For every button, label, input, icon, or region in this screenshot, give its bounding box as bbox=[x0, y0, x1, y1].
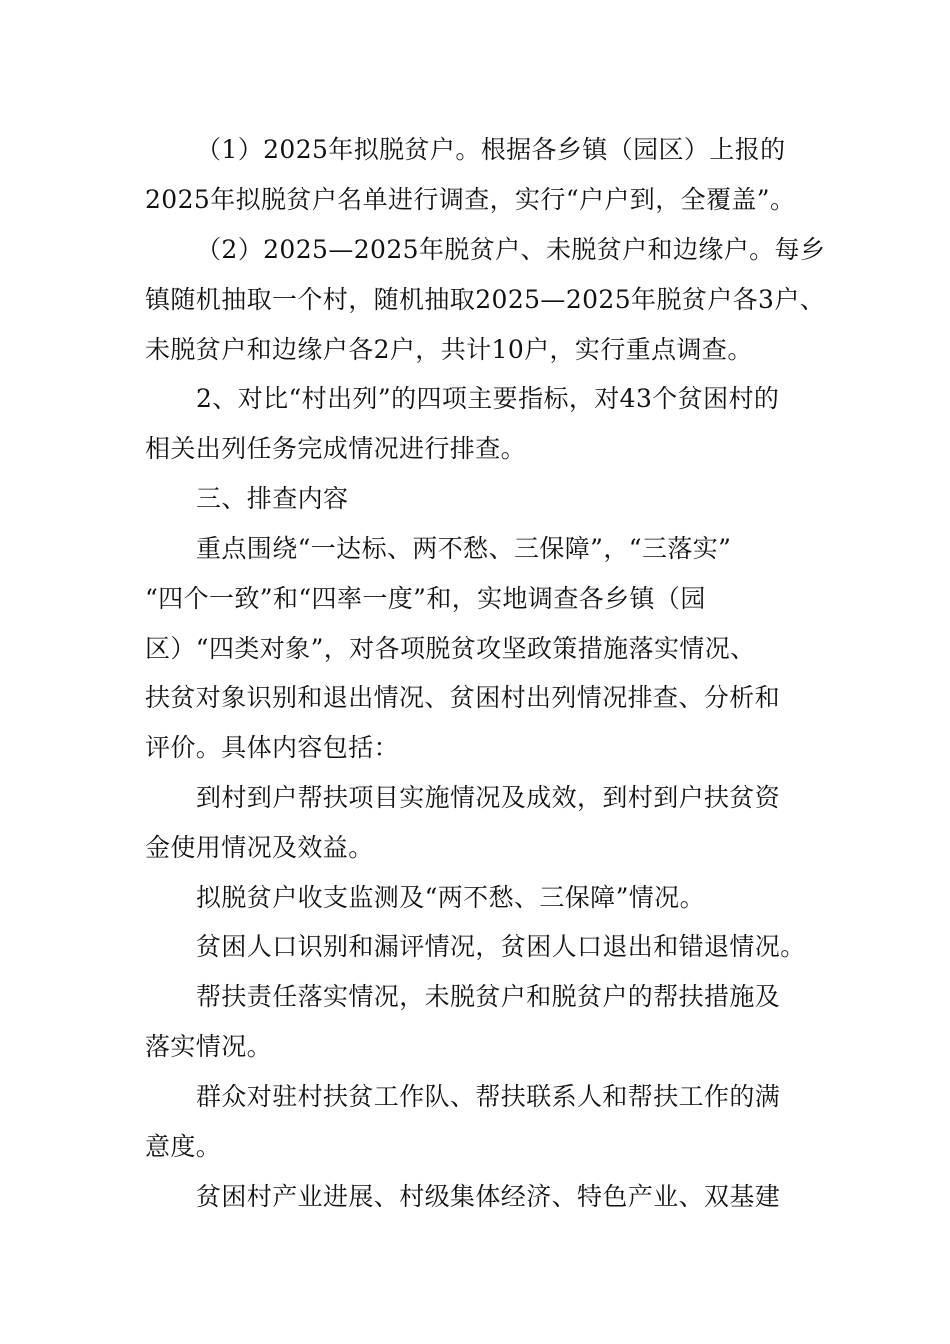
paragraph-line: 重点围绕“一达标、两不愁、三保障”，“三落实” bbox=[196, 534, 732, 563]
paragraph-line: 评价。具体内容包括： bbox=[145, 733, 400, 762]
paragraph-line: 2025年拟脱贫户名单进行调查，实行“户户到，全覆盖”。 bbox=[145, 185, 796, 214]
paragraph-line: 区）“四类对象”，对各项脱贫攻坚政策措施落实情况、 bbox=[145, 634, 756, 663]
paragraph-line: （1）2025年拟脱贫户。根据各乡镇（园区）上报的 bbox=[196, 135, 786, 164]
paragraph-line: 群众对驻村扶贫工作队、帮扶联系人和帮扶工作的满 bbox=[196, 1082, 781, 1111]
paragraph-line: 相关出列任务完成情况进行排查。 bbox=[145, 434, 527, 463]
paragraph-line: 意度。 bbox=[145, 1132, 222, 1161]
paragraph-line: 落实情况。 bbox=[145, 1032, 273, 1061]
paragraph-line: 未脱贫户和边缘户各2户，共计10户，实行重点调查。 bbox=[145, 335, 753, 364]
paragraph-line: 拟脱贫户收支监测及“两不愁、三保障”情况。 bbox=[196, 883, 705, 912]
paragraph-line: “四个一致”和“四率一度”和，实地调查各乡镇（园 bbox=[145, 584, 706, 613]
paragraph-line: 贫困人口识别和漏评情况，贫困人口退出和错退情况。 bbox=[196, 932, 806, 961]
paragraph-line: 帮扶责任落实情况，未脱贫户和脱贫户的帮扶措施及 bbox=[196, 982, 781, 1011]
paragraph-line: 2、对比“村出列”的四项主要指标，对43个贫困村的 bbox=[196, 384, 780, 413]
paragraph-line: （2）2025—2025年脱贫户、未脱贫户和边缘户。每乡 bbox=[196, 235, 826, 264]
section-heading: 三、排查内容 bbox=[196, 484, 349, 513]
paragraph-line: 金使用情况及效益。 bbox=[145, 833, 374, 862]
paragraph-line: 贫困村产业进展、村级集体经济、特色产业、双基建 bbox=[196, 1182, 781, 1211]
paragraph-line: 扶贫对象识别和退出情况、贫困村出列情况排查、分析和 bbox=[145, 683, 781, 712]
paragraph-line: 到村到户帮扶项目实施情况及成效，到村到户扶贫资 bbox=[196, 783, 781, 812]
paragraph-line: 镇随机抽取一个村，随机抽取2025—2025年脱贫户各3户、 bbox=[145, 285, 826, 314]
